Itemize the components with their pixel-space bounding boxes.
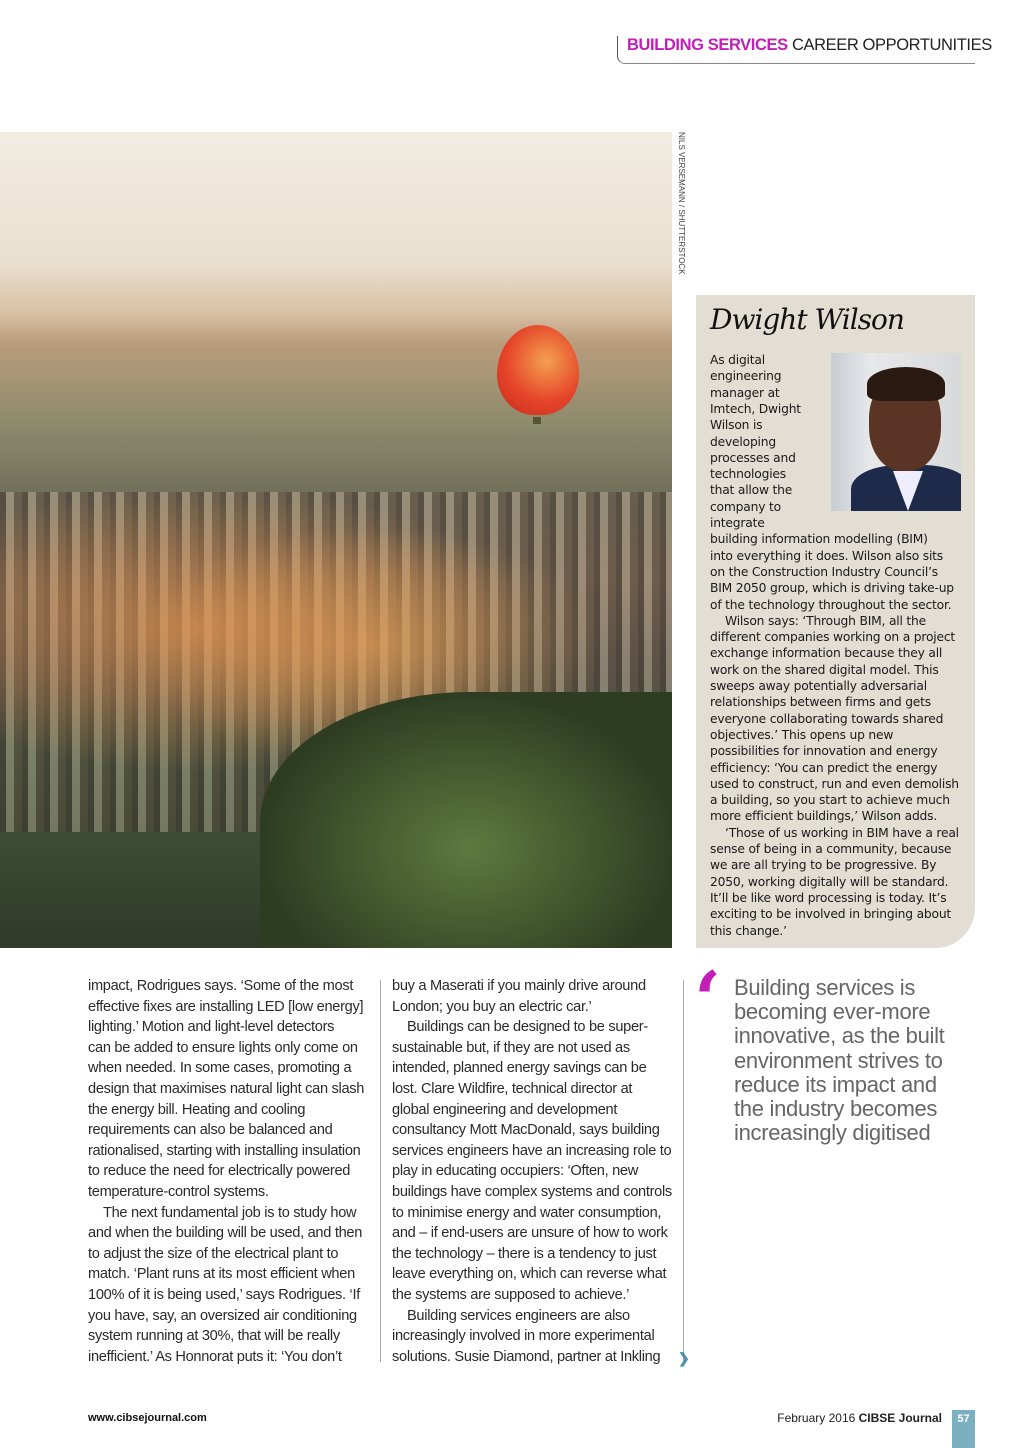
article-line: match. ‘Plant runs at its most efficient when <box>88 1266 355 1283</box>
pull-quote-line: increasingly digitised <box>734 1120 931 1146</box>
sidebar-line: a building, so you start to achieve much <box>710 793 950 808</box>
article-line: the technology – there is a tendency to just <box>392 1245 657 1262</box>
article-column-2 <box>392 976 672 1367</box>
footer-issue <box>777 1411 942 1425</box>
pull-quote-line: becoming ever-more <box>734 999 931 1025</box>
article-line: global engineering and development <box>392 1101 618 1118</box>
sidebar-line: this change.’ <box>710 923 787 938</box>
sidebar-line: developing <box>710 434 776 449</box>
portrait-hair <box>867 367 945 401</box>
article-line: solutions. Susie Diamond, partner at Inkling <box>392 1348 661 1365</box>
photo-credit: NILS VERSEMANN / SHUTTERSTOCK <box>677 132 686 275</box>
article-line: effective fixes are installing LED [low energy] <box>88 998 364 1015</box>
issue-date: February 2016 <box>777 1411 856 1425</box>
article-line: to reduce the need for electrically powered <box>88 1163 351 1180</box>
quote-mark-icon: ‘ <box>694 955 722 1046</box>
article-line: system running at 30%, that will be really <box>88 1328 340 1345</box>
pull-quote-line: environment strives to <box>734 1047 943 1073</box>
article-line: play in educating occupiers: ‘Often, new <box>392 1163 638 1180</box>
sidebar-line: engineering <box>710 369 782 384</box>
balloon-basket <box>533 417 541 424</box>
footer-url[interactable]: www.cibsejournal.com <box>88 1412 207 1424</box>
sidebar-line: As digital <box>710 353 765 367</box>
article-line: London; you buy an electric car.’ <box>392 998 592 1015</box>
article-line: design that maximises natural light can slash <box>88 1080 365 1097</box>
section-header <box>617 36 992 64</box>
article-line: 100% of it is being used,’ says Rodrigues. ‘If <box>88 1286 361 1303</box>
sidebar-line: 2050, working digitally will be standard. <box>710 874 949 889</box>
article-line: Building services engineers are also <box>407 1307 630 1324</box>
article-line: and – if end-users are unsure of how to work <box>392 1225 668 1242</box>
section-label: BUILDING SERVICES <box>627 36 788 54</box>
sidebar-line: Imtech, Dwight <box>710 401 801 416</box>
article-line: inefficient.’ As Honnorat puts it: ‘You don’t <box>88 1348 342 1365</box>
pull-quote-line: innovative, as the built <box>734 1023 945 1049</box>
article-column-1 <box>88 976 364 1367</box>
article-line: to adjust the size of the electrical plant to <box>88 1245 339 1262</box>
article-line: temperature-control systems. <box>88 1183 269 1200</box>
article-line: leave everything on, which can reverse what <box>392 1266 667 1283</box>
article-line: impact, Rodrigues says. ‘Some of the most <box>88 978 354 994</box>
sidebar-line: company to <box>710 499 781 514</box>
sidebar-line: different companies working on a project <box>710 630 956 645</box>
article-line: intended, planned energy savings can be <box>392 1060 647 1077</box>
sidebar-line: It’ll be like word processing is today. It’s <box>710 890 947 905</box>
sidebar-line: manager at <box>710 385 780 400</box>
sidebar-line: exciting to be involved in bringing about <box>710 907 952 922</box>
sidebar-line: efficiency: ‘You can predict the energy <box>710 760 938 775</box>
article-line: The next fundamental job is to study how <box>103 1204 357 1221</box>
article-line: lost. Clare Wildfire, technical director at <box>392 1080 633 1097</box>
sidebar-line: objectives.’ This opens up new <box>710 727 894 742</box>
article-line: and when the building will be used, and then <box>88 1225 363 1242</box>
sidebar-line: exchange information because they all <box>710 646 943 661</box>
sidebar-line: BIM 2050 group, which is driving take-up <box>710 581 954 596</box>
city-aerial-photo <box>0 132 672 948</box>
sidebar-line: into everything it does. Wilson also sits <box>710 548 944 563</box>
sidebar-line: Wilson says: ‘Through BIM, all the <box>725 613 927 628</box>
article-line: services engineers have an increasing role to <box>392 1142 672 1159</box>
sidebar-line: building information modelling (BIM) <box>710 532 928 547</box>
article-line: Buildings can be designed to be super- <box>407 1019 648 1036</box>
article-line: can be added to ensure lights only come on <box>88 1039 358 1056</box>
sidebar-line: everyone collaborating towards shared <box>710 711 944 726</box>
sidebar-line: integrate <box>710 516 765 530</box>
sidebar-line: that allow the <box>710 483 793 498</box>
article-line: buy a Maserati if you mainly drive around <box>392 978 646 994</box>
article-line: lighting.’ Motion and light-level detectors <box>88 1019 335 1036</box>
sidebar-line: of the technology throughout the sector. <box>710 597 952 612</box>
profile-sidebar <box>696 295 975 948</box>
continue-arrow-icon: ❯ <box>678 1350 690 1366</box>
pull-quote <box>734 976 974 1145</box>
page-number: 57 <box>952 1410 975 1448</box>
sidebar-line: possibilities for innovation and energy <box>710 744 938 759</box>
article-line: to minimise energy and water consumption, <box>392 1204 662 1221</box>
sidebar-line: Wilson is <box>710 418 763 433</box>
article-line: the systems are supposed to achieve.’ <box>392 1286 630 1303</box>
sidebar-line: ‘Those of us working in BIM have a real <box>725 825 959 840</box>
profile-name: Dwight Wilson <box>710 303 904 336</box>
column-divider <box>380 980 381 1362</box>
sidebar-line: on the Construction Industry Council’s <box>710 564 939 579</box>
column-divider <box>683 980 684 1362</box>
article-line: increasingly involved in more experimental <box>392 1328 655 1345</box>
article-line: sustainable but, if they are not used as <box>392 1039 630 1056</box>
article-line: buildings have complex systems and controls <box>392 1183 672 1200</box>
sidebar-line: relationships between firms and gets <box>710 695 932 710</box>
article-line: you have, say, an oversized air conditioning <box>88 1307 357 1324</box>
sidebar-line: sense of being in a community, because <box>710 842 952 856</box>
article-line: requirements can also be balanced and <box>88 1122 333 1139</box>
section-title: CAREER OPPORTUNITIES <box>792 36 992 54</box>
profile-portrait <box>831 353 961 511</box>
article-line: when needed. In some cases, promoting a <box>88 1060 352 1077</box>
park-area <box>260 692 672 948</box>
pull-quote-line: reduce its impact and <box>734 1071 937 1097</box>
article-line: rationalised, starting with installing insulation <box>88 1142 361 1159</box>
hot-air-balloon <box>497 325 579 415</box>
pull-quote-line: the industry becomes <box>734 1096 938 1122</box>
sidebar-line: we are all trying to be progressive. By <box>710 858 937 873</box>
pull-quote-line: Building services is <box>734 975 916 1000</box>
journal-name: CIBSE Journal <box>858 1411 942 1425</box>
sidebar-line: used to construct, run and even demolish <box>710 776 959 791</box>
sidebar-line: sweeps away potentially adversarial <box>710 679 927 693</box>
sidebar-line: technologies <box>710 467 786 482</box>
sidebar-line: work on the shared digital model. This <box>710 662 939 677</box>
article-line: the energy bill. Heating and cooling <box>88 1101 306 1118</box>
sidebar-line: processes and <box>710 450 796 465</box>
sidebar-line: more efficient buildings,’ Wilson adds. <box>710 809 938 824</box>
article-line: consultancy Mott MacDonald, says building <box>392 1122 660 1139</box>
